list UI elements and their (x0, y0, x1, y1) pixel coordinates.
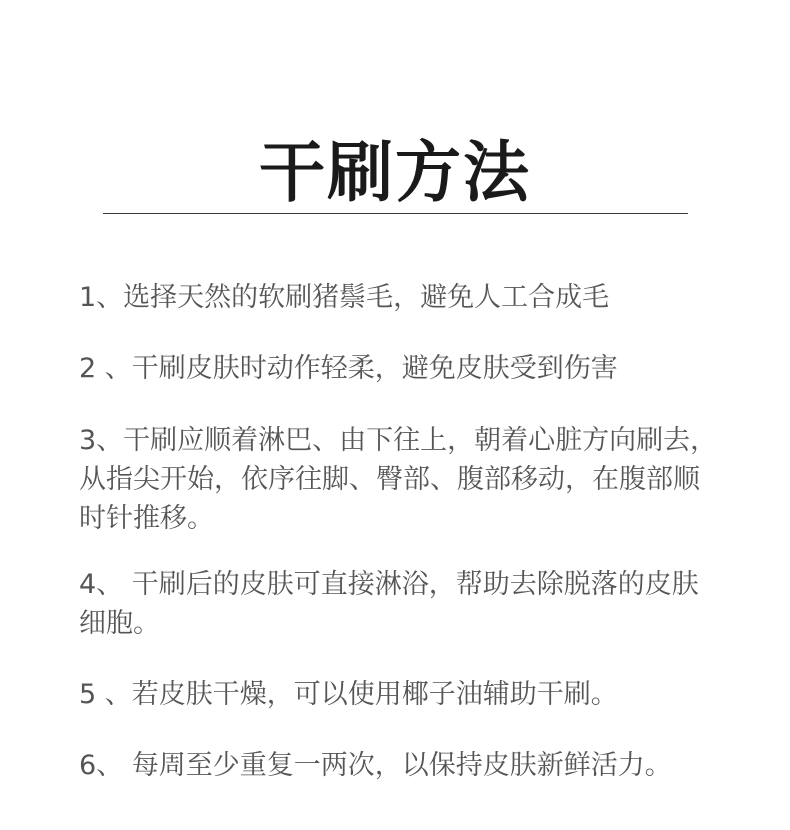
step-3: 3、干刷应顺着淋巴、由下往上，朝着心脏方向刷去，从指尖开始，依序往脚、臀部、腹部移动，在腹部顺时针推移。 (79, 425, 718, 534)
step-1: 1、选择天然的软刷猪鬃毛，避免人工合成毛 (79, 282, 610, 313)
step-2: 2 、干刷皮肤时动作轻柔，避免皮肤受到伤害 (79, 353, 618, 384)
page-title: 干刷方法 (259, 134, 531, 212)
title-divider (103, 213, 688, 214)
step-6: 6、 每周至少重复一两次，以保持皮肤新鲜活力。 (79, 750, 672, 781)
step-4: 4、 干刷后的皮肤可直接淋浴，帮助去除脱落的皮肤细胞。 (79, 569, 699, 639)
step-5: 5 、若皮肤干燥，可以使用椰子油辅助干刷。 (79, 679, 618, 710)
